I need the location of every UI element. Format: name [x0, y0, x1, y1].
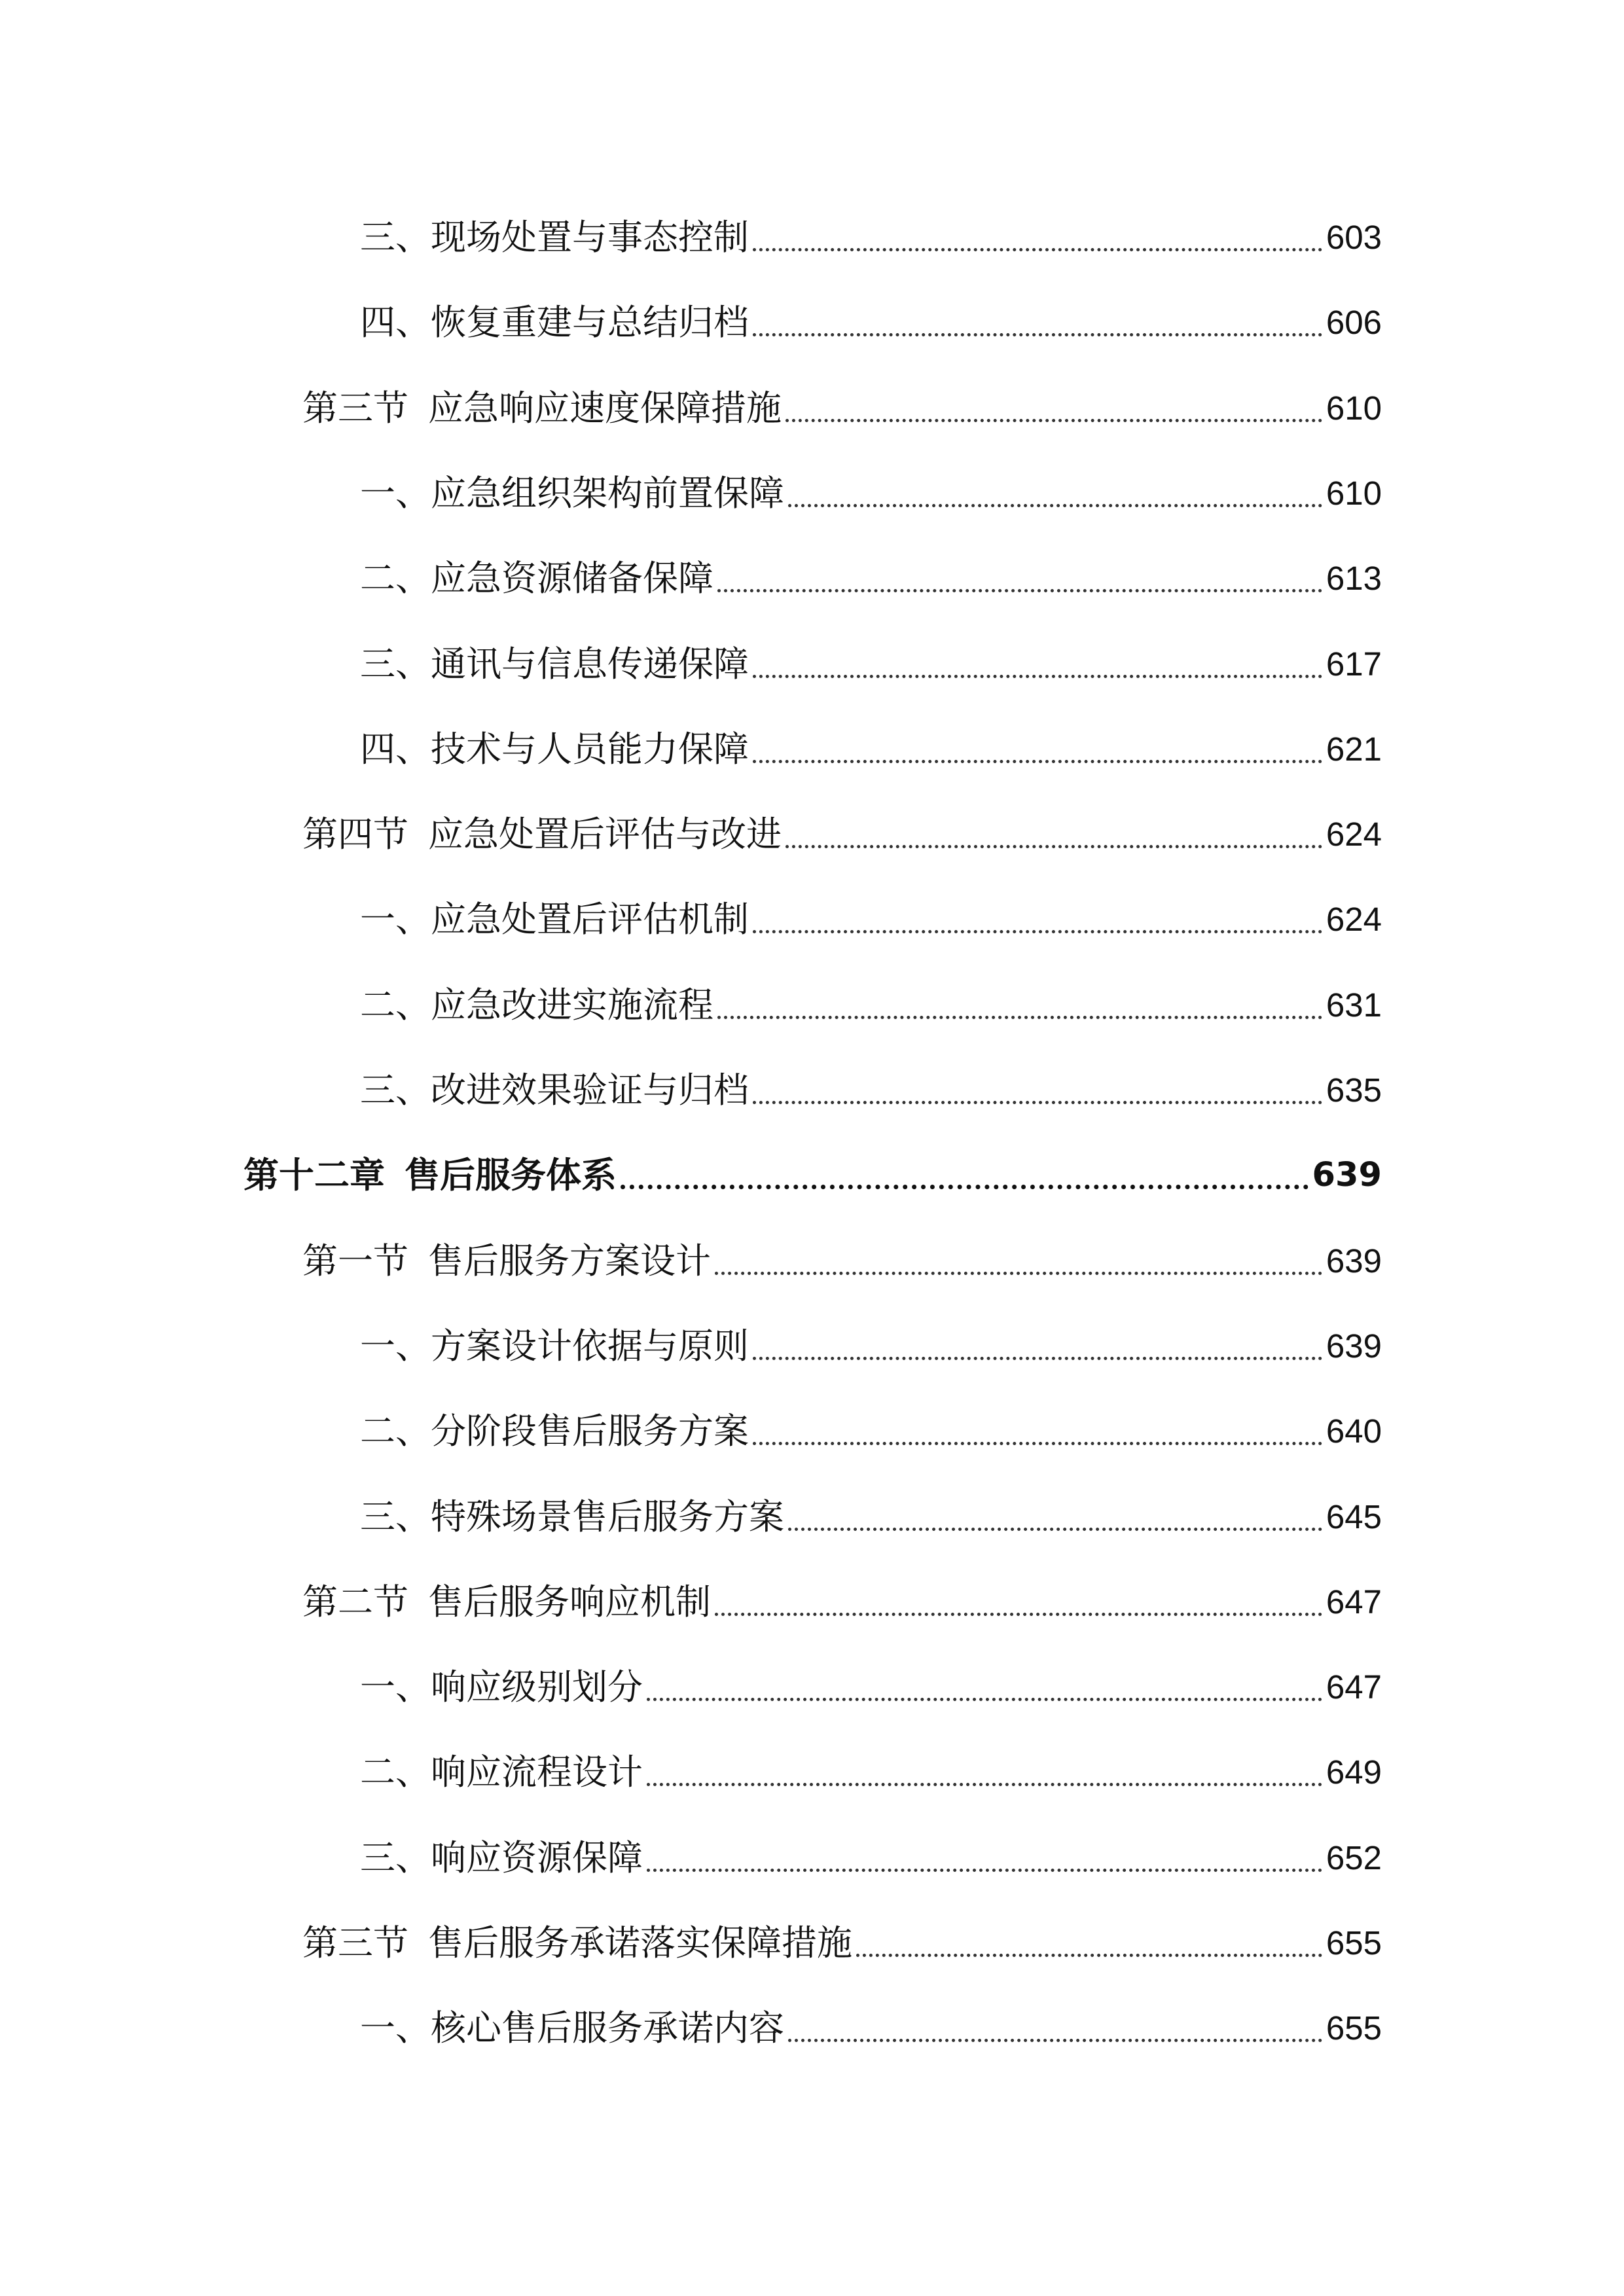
toc-entry-label: 一、应急处置后评估机制	[360, 899, 749, 940]
toc-dot-leader	[715, 1272, 1322, 1275]
toc-entry[interactable]	[360, 1320, 1382, 1372]
toc-dot-leader	[753, 1357, 1322, 1360]
toc-page-number: 652	[1326, 1839, 1382, 1876]
toc-page-number: 603	[1326, 219, 1382, 256]
toc-entry[interactable]	[360, 467, 1382, 520]
toc-entry[interactable]	[360, 638, 1382, 691]
toc-entry-label	[302, 1917, 852, 1969]
toc-entry-title: 售后服务承诺落实保障措施	[428, 1922, 852, 1964]
toc-entry-number: 第三节	[302, 387, 408, 429]
toc-dot-leader	[753, 930, 1322, 933]
toc-entry-title: 应急响应速度保障措施	[428, 387, 782, 429]
toc-entry-label: 四、技术与人员能力保障	[360, 728, 749, 770]
toc-entry-label: 二、应急改进实施流程	[360, 984, 713, 1026]
toc-page-number: 647	[1326, 1668, 1382, 1706]
toc-dot-leader	[717, 589, 1322, 592]
toc-entry[interactable]	[360, 296, 1382, 349]
toc-entry[interactable]	[360, 552, 1382, 605]
toc-entry-label	[244, 1149, 617, 1202]
toc-entry-label: 二、分阶段售后服务方案	[360, 1410, 749, 1452]
toc-entry[interactable]	[302, 1917, 1382, 1969]
toc-page-number: 647	[1326, 1583, 1382, 1621]
toc-entry[interactable]	[360, 1661, 1382, 1713]
toc-page-number: 640	[1326, 1412, 1382, 1450]
toc-entry-number: 第一节	[302, 1240, 408, 1282]
toc-page-number: 631	[1326, 986, 1382, 1024]
toc-entry-number: 第二节	[302, 1581, 408, 1623]
toc-entry[interactable]	[302, 808, 1382, 861]
toc-entry[interactable]	[360, 893, 1382, 946]
toc-entry-title: 售后服务体系	[405, 1155, 617, 1196]
toc-entry-title: 应急处置后评估与改进	[428, 814, 782, 855]
toc-entry-number: 第十二章	[244, 1155, 385, 1196]
toc-page-number: 610	[1326, 475, 1382, 512]
toc-dot-leader	[715, 1613, 1322, 1616]
toc-dot-leader	[788, 1528, 1322, 1531]
toc-page-number: 655	[1326, 1924, 1382, 1962]
toc-dot-leader	[621, 1185, 1308, 1189]
toc-entry-label: 一、方案设计依据与原则	[360, 1325, 749, 1367]
toc-page-number: 639	[1326, 1242, 1382, 1280]
toc-entry[interactable]	[360, 1832, 1382, 1884]
toc-page-number: 613	[1326, 560, 1382, 597]
toc-entry-label: 二、响应流程设计	[360, 1751, 643, 1793]
toc-page-number: 621	[1326, 730, 1382, 768]
toc-dot-leader	[753, 1101, 1322, 1104]
toc-page-number: 635	[1326, 1071, 1382, 1109]
toc-entry-label: 三、响应资源保障	[360, 1837, 643, 1878]
toc-entry[interactable]	[360, 1405, 1382, 1458]
toc-dot-leader	[753, 760, 1322, 763]
toc-page-number: 639	[1326, 1327, 1382, 1365]
toc-page-number: 645	[1326, 1498, 1382, 1535]
toc-dot-leader	[753, 675, 1322, 678]
toc-page-number: 649	[1326, 1753, 1382, 1791]
toc-entry-label	[302, 808, 782, 861]
toc-dot-leader	[753, 248, 1322, 251]
toc-dot-leader	[647, 1698, 1322, 1701]
toc-entry-number: 第三节	[302, 1922, 408, 1964]
toc-entry-label	[302, 1576, 711, 1628]
toc-entry[interactable]	[302, 1576, 1382, 1628]
toc-entry-label: 三、现场处置与事态控制	[360, 217, 749, 258]
toc-page-number: 639	[1312, 1156, 1382, 1194]
toc-dot-leader	[788, 2039, 1322, 2042]
toc-entry[interactable]	[360, 2002, 1382, 2054]
toc-page-number: 610	[1326, 389, 1382, 427]
toc-entry[interactable]	[360, 723, 1382, 776]
toc-entry[interactable]	[302, 382, 1382, 435]
toc-entry[interactable]	[302, 1235, 1382, 1287]
toc-entry-label	[302, 382, 782, 435]
toc-entry[interactable]	[360, 1746, 1382, 1799]
toc-page-number: 617	[1326, 645, 1382, 683]
toc-entry[interactable]	[360, 1064, 1382, 1117]
toc-dot-leader	[785, 419, 1322, 422]
toc-page-number: 624	[1326, 816, 1382, 853]
toc-dot-leader	[785, 845, 1322, 848]
toc-entry-title: 售后服务方案设计	[428, 1240, 711, 1282]
toc-entry-number: 第四节	[302, 814, 408, 855]
toc-dot-leader	[753, 1442, 1322, 1445]
toc-dot-leader	[856, 1954, 1322, 1957]
toc-entry[interactable]	[360, 1491, 1382, 1543]
toc-entry-label: 三、通讯与信息传递保障	[360, 643, 749, 685]
toc-page-number: 624	[1326, 901, 1382, 938]
toc-dot-leader	[788, 504, 1322, 507]
toc-entry-label: 一、应急组织架构前置保障	[360, 473, 784, 514]
toc-dot-leader	[753, 333, 1322, 336]
toc-entry-label: 一、响应级别划分	[360, 1666, 643, 1708]
toc-entry-label: 三、特殊场景售后服务方案	[360, 1496, 784, 1537]
toc-entry[interactable]	[244, 1149, 1382, 1202]
toc-entry[interactable]	[360, 979, 1382, 1031]
toc-entry[interactable]	[360, 211, 1382, 264]
toc-dot-leader	[717, 1016, 1322, 1019]
toc-dot-leader	[647, 1783, 1322, 1786]
toc-page-number: 606	[1326, 304, 1382, 341]
toc-entry-title: 售后服务响应机制	[428, 1581, 711, 1623]
toc-entry-label: 三、改进效果验证与归档	[360, 1069, 749, 1111]
toc-entry-label: 一、核心售后服务承诺内容	[360, 2007, 784, 2049]
toc-dot-leader	[647, 1869, 1322, 1872]
toc-entry-label	[302, 1235, 711, 1287]
toc-entry-label: 二、应急资源储备保障	[360, 558, 713, 599]
toc-page-number: 655	[1326, 2009, 1382, 2047]
toc-entry-label: 四、恢复重建与总结归档	[360, 302, 749, 343]
